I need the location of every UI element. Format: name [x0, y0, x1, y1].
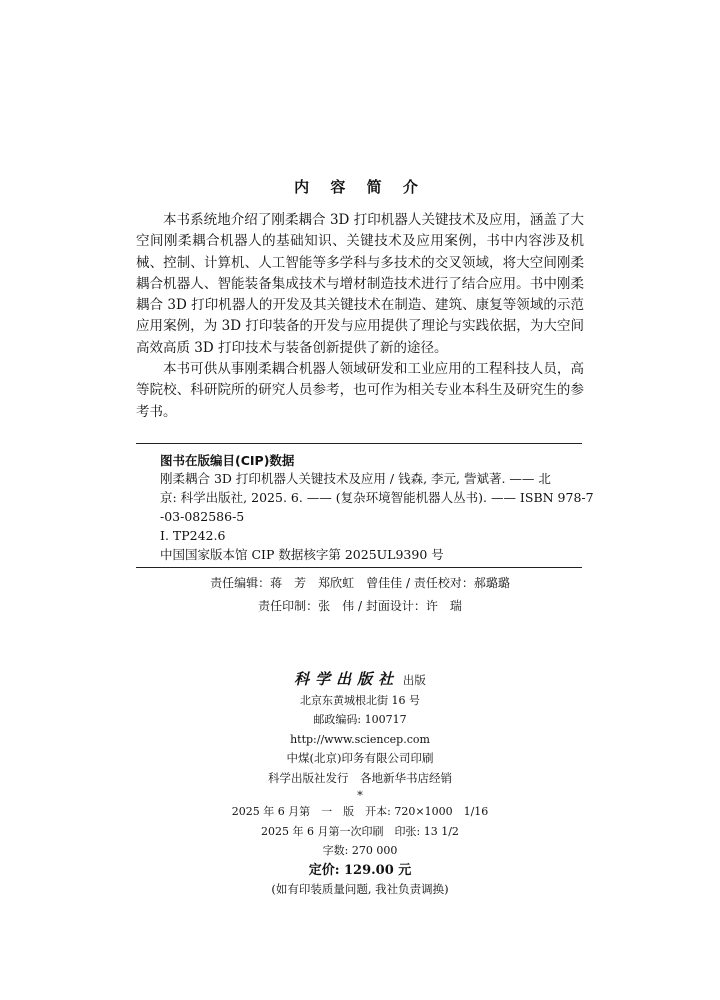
- publisher-logo: 科学出版社: [294, 670, 400, 688]
- cip-line: 京: 科学出版社, 2025. 6. —— (复杂环境智能机器人丛书). —— ISBN 978-7: [160, 490, 594, 505]
- cip-line: 刚柔耦合 3D 打印机器人关键技术及应用 / 钱森, 李元, 訾斌著. —— 北: [160, 471, 551, 486]
- cip-line: -03-082586-5: [160, 509, 245, 524]
- printer: 中煤(北京)印务有限公司印刷: [286, 751, 434, 765]
- publisher-suffix: 出版: [402, 673, 426, 687]
- printing-info: 2025 年 6 月第一次印刷 印张: 13 1/2: [261, 824, 459, 838]
- editors-line-1: 责任编辑：蒋 芳 郑欣虹 曾佳佳 / 责任校对：郝璐璐: [210, 576, 510, 590]
- cip-classification: Ⅰ. TP242.6: [160, 528, 226, 543]
- publisher-address: 北京东黄城根北街 16 号: [300, 693, 420, 707]
- postcode: 邮政编码: 100717: [313, 713, 407, 726]
- price: 定价: 129.00 元: [308, 862, 412, 878]
- cip-record: [160, 469, 594, 564]
- cip-approval-number: 中国国家版本馆 CIP 数据核字第 2025UL9390 号: [160, 547, 444, 562]
- editors-line-2: 责任印制：张 伟 / 封面设计：许 瑞: [258, 599, 462, 613]
- distribution: 科学出版社发行 各地新华书店经销: [268, 770, 452, 785]
- publication-info: [0, 670, 720, 900]
- content-summary-title: 内 容 简 介: [294, 178, 426, 196]
- publisher-line: [0, 670, 720, 691]
- website: http://www.sciencep.com: [290, 732, 430, 746]
- cip-top-rule: [136, 443, 582, 444]
- editors-credits: [0, 572, 720, 618]
- separator-asterisk: *: [357, 788, 363, 802]
- intro-paragraph-2: 本书可供从事刚柔耦合机器人领域研发和工业应用的工程科技人员，高等院校、科研院所的研究人员参考，也可作为相关专业本科生及研究生的参考书。: [136, 361, 584, 420]
- cip-heading: 图书在版编目(CIP)数据: [160, 453, 295, 468]
- word-count: 字数: 270 000: [322, 844, 398, 857]
- cip-bottom-rule: [136, 567, 582, 568]
- edition-info: 2025 年 6 月第 一 版 开本: 720×1000 1/16: [231, 805, 489, 818]
- content-summary-text: [136, 210, 584, 423]
- intro-paragraph-1: 本书系统地介绍了刚柔耦合 3D 打印机器人关键技术及应用，涵盖了大空间刚柔耦合机器人的基础知识、关键技术及应用案例，书中内容涉及机械、控制、计算机、人工智能等多学科与多技术的交叉领域，将大空间刚柔耦合机器人、智能装备集成技术与增材制造技术进行了结合应用。书中刚柔耦合 3D 打印机器人的开发及其关键技术在制造、建筑、康复等领域的示范应用案例，为 3D 打印装备的开发与应用提供了理论与实践依据，为大空间高效高质 3D 打印技术与装备创新提供了新的途径。: [136, 212, 584, 356]
- quality-note: (如有印装质量问题, 我社负责调换): [271, 882, 449, 896]
